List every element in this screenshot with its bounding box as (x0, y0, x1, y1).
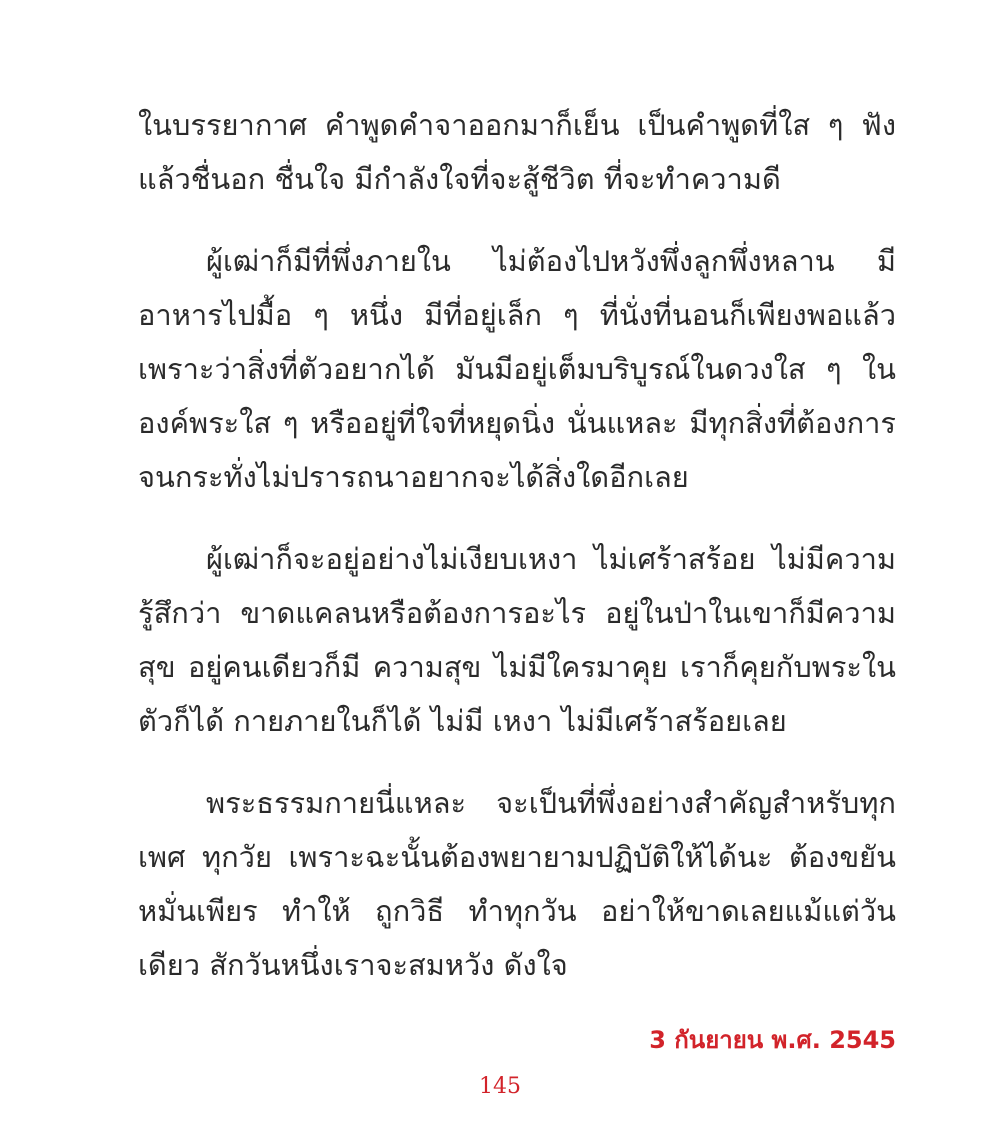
paragraph: ผู้เฒ่าก็จะอยู่อย่างไม่เงียบเหงา ไม่เศร้าสร้อย ไม่มีความรู้สึกว่า ขาดแคลนหรือต้องการอะไร อยู่ในป่าในเขาก็มีความสุข อยู่คนเดียวก็มี ความสุข ไม่มีใครมาคุย เราก็คุยกับพระในตัวก็ได้ กายภายในก็ได้ ไม่มี เหงา ไม่มีเศร้าสร้อยเลย (138, 542, 896, 738)
paragraph: ผู้เฒ่าก็มีที่พึ่งภายใน ไม่ต้องไปหวังพึ่งลูกพึ่งหลาน มีอาหารไปมื้อ ๆ หนึ่ง มีที่อยู่เล็ก ๆ ที่นั่งที่นอนก็เพียงพอแล้ว เพราะว่าสิ่งที่ตัวอยากได้ มันมีอยู่เต็มบริบูรณ์ในดวงใส ๆ ในองค์พระใส ๆ หรืออยู่ที่ใจที่หยุดนิ่ง นั่นแหละ มีทุกสิ่งที่ต้องการ จนกระทั่งไม่ปรารถนาอยากจะได้สิ่งใดอีกเลย (138, 244, 896, 494)
paragraph: พระธรรมกายนี่แหละ จะเป็นที่พึ่งอย่างสำคัญสำหรับทุกเพศ ทุกวัย เพราะฉะนั้นต้องพยายามปฏิบัติให้ได้นะ ต้องขยันหมั่นเพียร ทำให้ ถูกวิธี ทำทุกวัน อย่าให้ขาดเลยแม้แต่วันเดียว สักวันหนึ่งเราจะสมหวัง ดังใจ (138, 786, 896, 982)
paragraph-continued: ในบรรยากาศ คำพูดคำจาออกมาก็เย็น เป็นคำพูดที่ใส ๆ ฟังแล้วชื่นอก ชื่นใจ มีกำลังใจที่จะสู้ชีวิต ที่จะทำความดี (138, 108, 896, 196)
page-number: 145 (479, 1074, 521, 1099)
date-line: 3 กันยายน พ.ศ. 2545 (649, 1026, 896, 1054)
page-body (138, 98, 896, 1060)
